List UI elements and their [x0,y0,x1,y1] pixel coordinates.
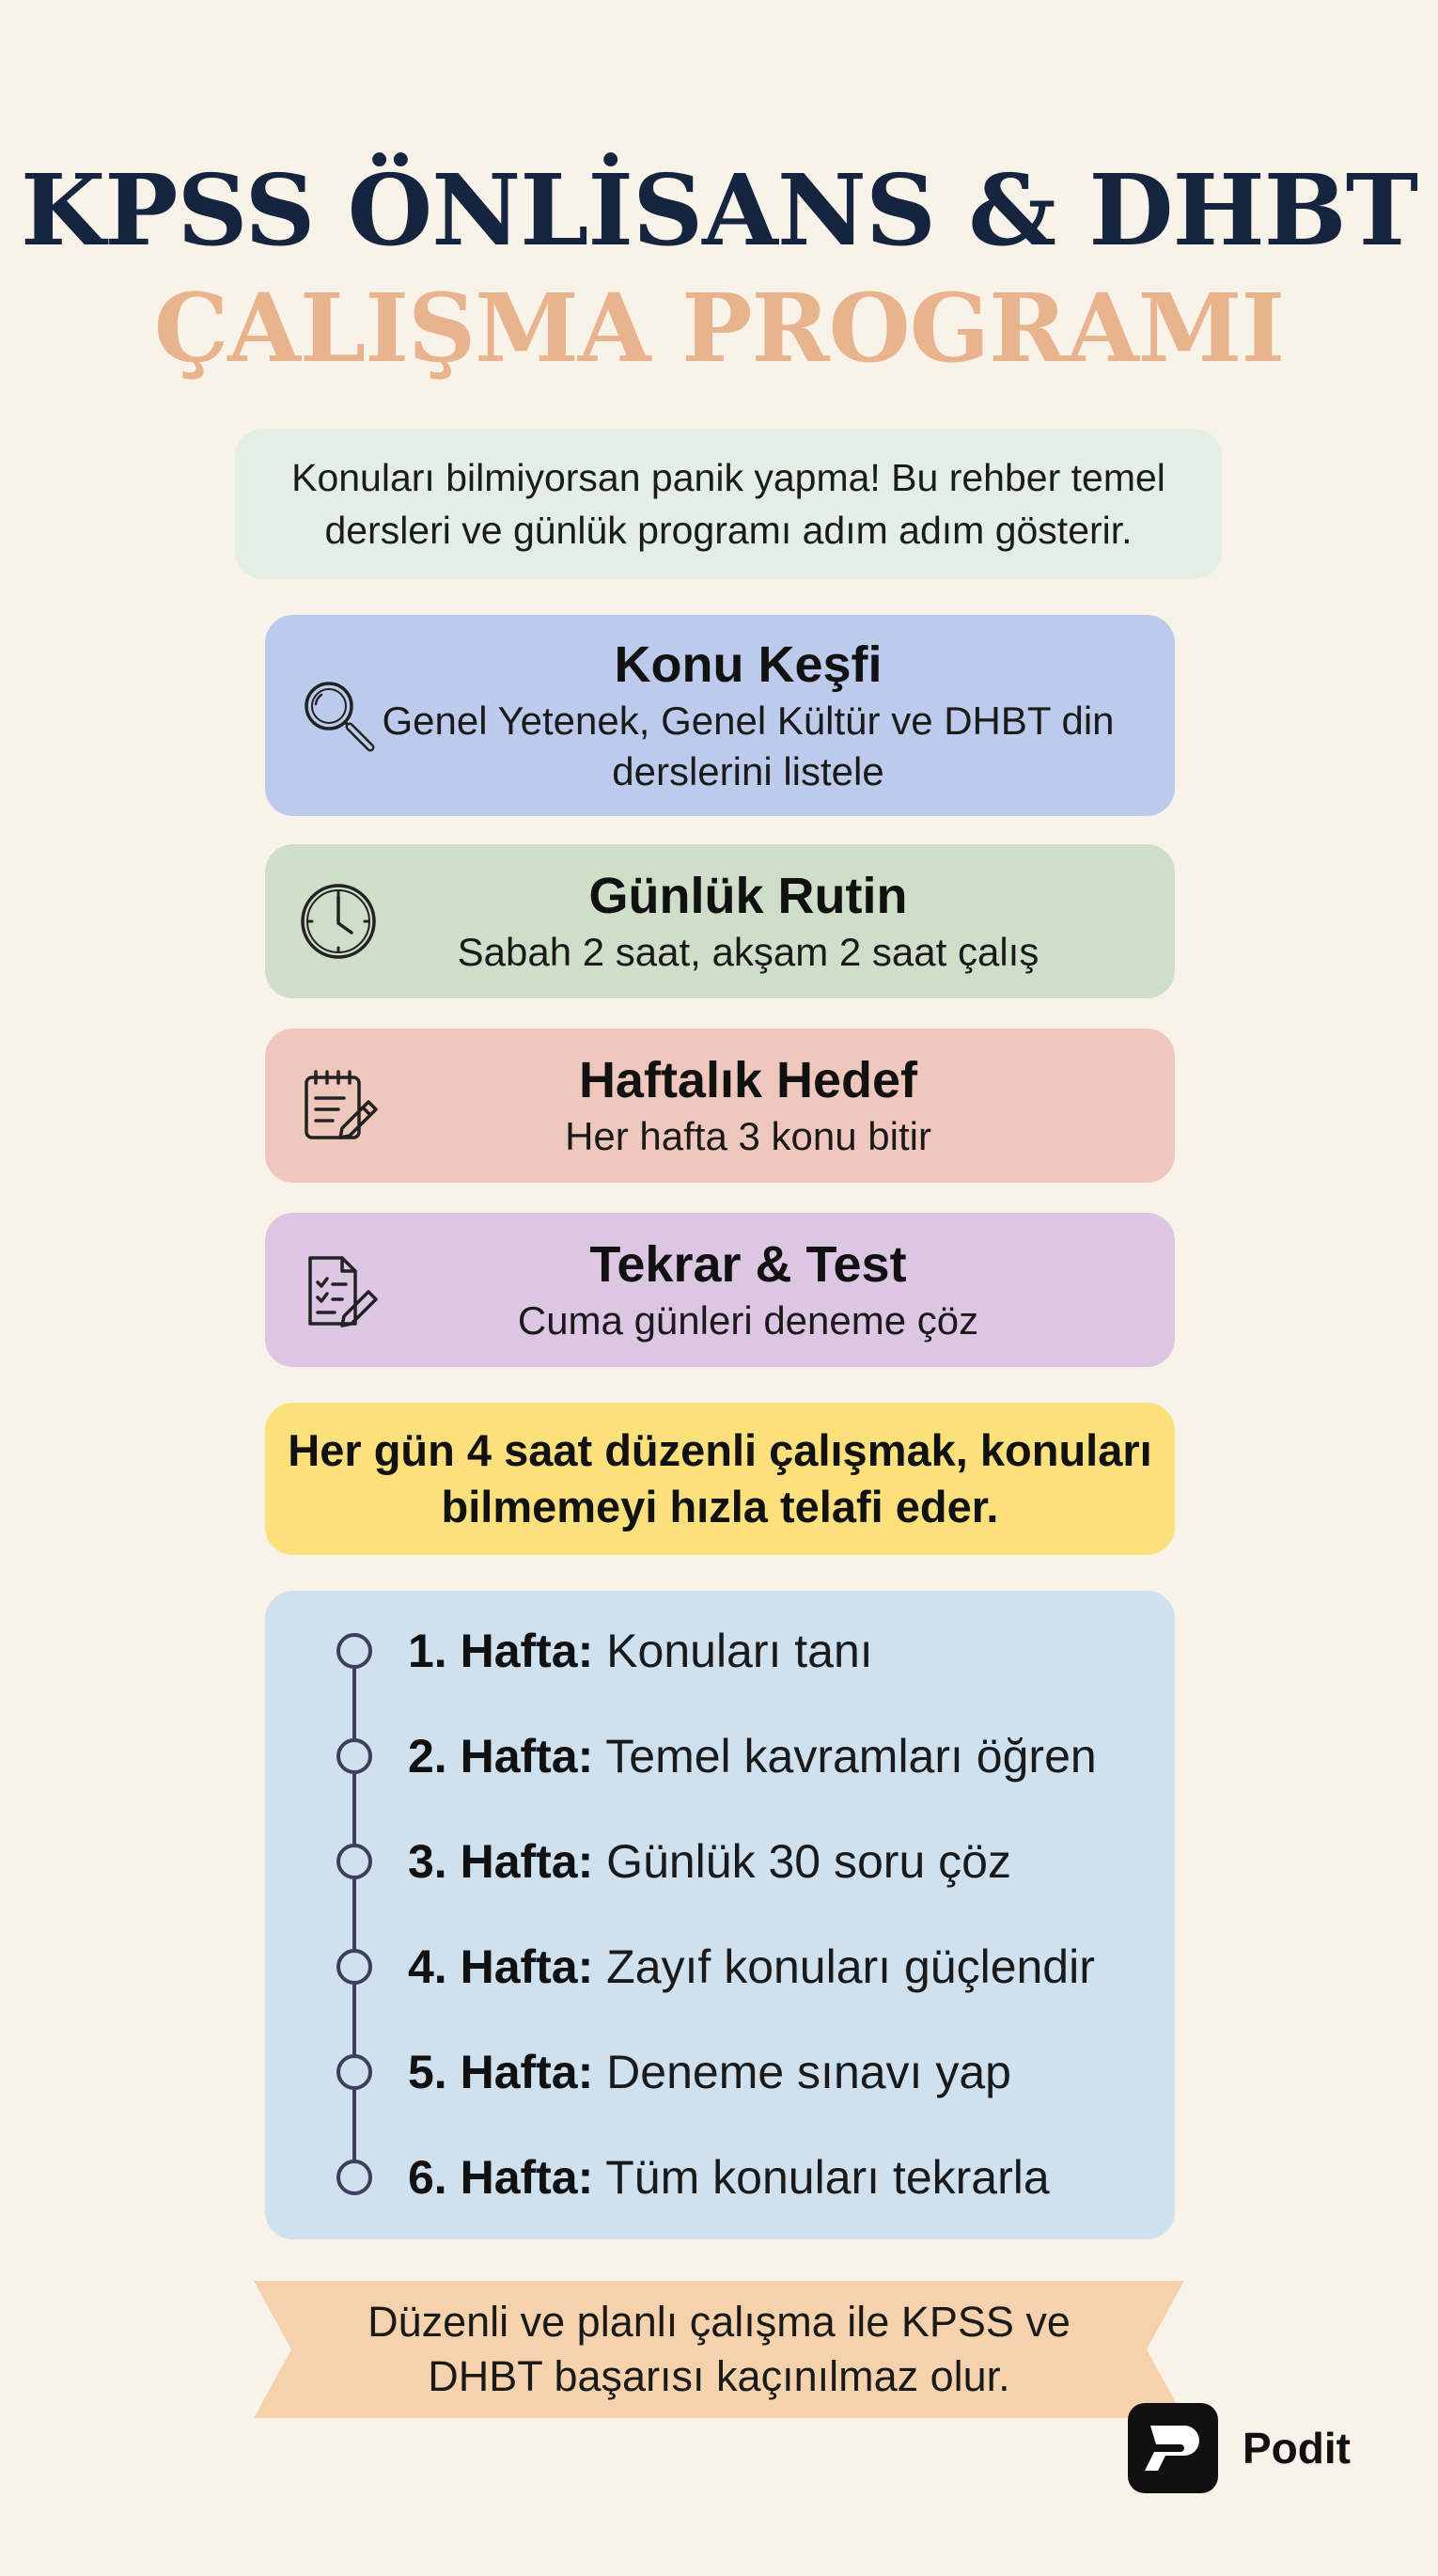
podit-logo-icon [1128,2403,1218,2493]
week-text: Günlük 30 soru çöz [606,1835,1011,1888]
card-haftalik-hedef [265,1029,1175,1183]
card-description: Genel Yetenek, Genel Kültür ve DHBT din derslerini listele [382,699,1115,793]
week-label: 5. Hafta: [408,2046,594,2098]
brand-name: Podit [1243,2424,1351,2473]
timeline-item [265,1929,1175,2004]
week-label: 2. Hafta: [408,1730,594,1783]
week-text: Deneme sınavı yap [606,2046,1011,2098]
week-label: 1. Hafta: [408,1625,594,1677]
brand-logo [1128,2403,1351,2493]
timeline-dot [336,2054,372,2090]
footer-text: Düzenli ve planlı çalışma ile KPSS ve DHBT başarısı kaçınılmaz olur. [367,2298,1071,2400]
card-title: Konu Keşfi [614,636,883,693]
week-label: 4. Hafta: [408,1940,594,1993]
card-konu-kesfi [265,615,1175,816]
card-tekrar-test [265,1213,1175,1367]
magnifier-icon [293,670,383,761]
card-description: Her hafta 3 konu bitir [565,1114,931,1158]
daily-study-callout [265,1403,1175,1555]
test-sheet-pencil-icon [293,1245,383,1335]
timeline-dot [336,2160,372,2195]
title-line-1: KPSS ÖNLİSANS & DHBT [20,152,1418,268]
intro-text: Konuları bilmiyorsan panik yapma! Bu rehber temel dersleri ve günlük programı adım adım gösterir. [291,456,1165,552]
timeline-item [265,2140,1175,2215]
card-description: Cuma günleri deneme çöz [517,1298,979,1343]
week-text: Zayıf konuları güçlendir [606,1940,1095,1993]
week-text: Konuları tanı [606,1625,873,1677]
card-title: Haftalık Hedef [578,1052,918,1108]
card-description: Sabah 2 saat, akşam 2 saat çalış [457,930,1039,974]
week-text: Tüm konuları tekrarla [605,2151,1050,2204]
timeline-dot [336,1633,372,1669]
title-line-2: ÇALIŞMA PROGRAMI [153,273,1285,384]
weekly-timeline [265,1591,1175,2239]
timeline-item [265,1824,1175,1899]
footer-ribbon [254,2281,1184,2418]
notepad-pencil-icon [293,1060,383,1151]
card-title: Günlük Rutin [588,868,908,924]
timeline-item [265,2034,1175,2110]
card-gunluk-rutin [265,844,1175,998]
timeline-item [265,1719,1175,1794]
timeline-dot [336,1738,372,1774]
timeline-dot [336,1949,372,1985]
card-title: Tekrar & Test [589,1236,907,1293]
week-text: Temel kavramları öğren [605,1730,1097,1783]
timeline-item [265,1613,1175,1689]
intro-box [235,429,1222,579]
week-label: 6. Hafta: [408,2151,594,2204]
week-label: 3. Hafta: [408,1835,594,1888]
timeline-dot [336,1844,372,1879]
callout-text: Her gün 4 saat düzenli çalışmak, konuları bilmemeyi hızla telafi eder. [288,1425,1152,1531]
clock-icon [293,876,383,966]
